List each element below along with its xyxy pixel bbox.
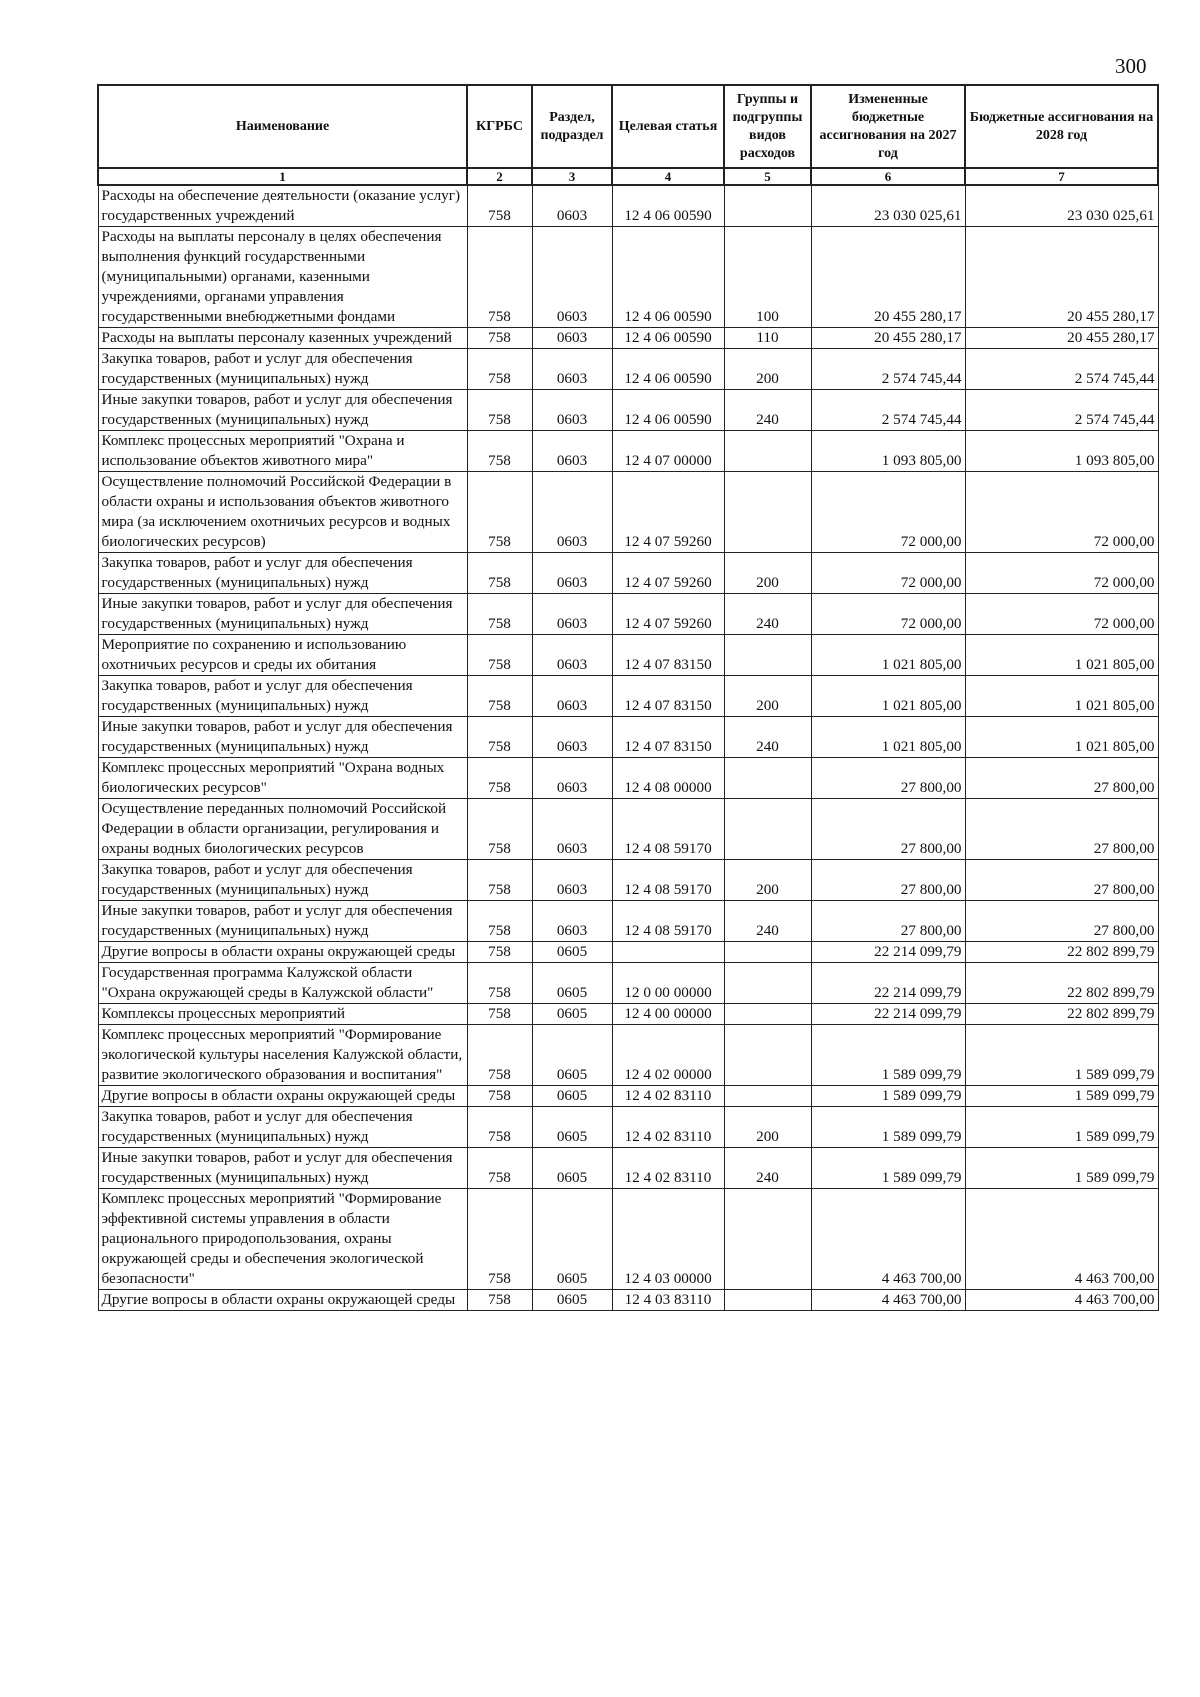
row-expense-group-cell: 200 [724,1107,811,1148]
row-sum-2028-cell: 22 802 899,79 [965,1004,1158,1025]
row-target-article-cell: 12 4 07 59260 [612,594,724,635]
row-section-cell: 0603 [532,676,612,717]
row-section-cell: 0605 [532,1107,612,1148]
table-row [98,1025,1158,1086]
row-sum-2027-cell: 27 800,00 [811,860,965,901]
row-sum-2027-cell: 22 214 099,79 [811,963,965,1004]
table-row [98,1107,1158,1148]
row-sum-2027-cell: 4 463 700,00 [811,1290,965,1311]
row-expense-group-cell [724,472,811,553]
row-section-cell: 0603 [532,553,612,594]
row-target-article-cell: 12 4 08 00000 [612,758,724,799]
row-target-article-cell: 12 4 06 00590 [612,390,724,431]
row-sum-2027-cell: 1 021 805,00 [811,635,965,676]
row-name-cell: Закупка товаров, работ и услуг для обеспечения государственных (муниципальных) нужд [98,349,467,390]
row-kgrbs-cell: 758 [467,717,532,758]
row-section-cell: 0603 [532,328,612,349]
table-row [98,553,1158,594]
row-sum-2028-cell: 27 800,00 [965,901,1158,942]
row-sum-2028-cell: 2 574 745,44 [965,349,1158,390]
row-expense-group-cell: 240 [724,901,811,942]
row-sum-2027-cell: 23 030 025,61 [811,185,965,227]
row-kgrbs-cell: 758 [467,1148,532,1189]
row-expense-group-cell [724,1025,811,1086]
row-section-cell: 0603 [532,431,612,472]
row-kgrbs-cell: 758 [467,328,532,349]
row-sum-2028-cell: 27 800,00 [965,799,1158,860]
column-number: 4 [612,168,724,185]
row-sum-2028-cell: 4 463 700,00 [965,1189,1158,1290]
row-target-article-cell: 12 4 06 00590 [612,227,724,328]
row-target-article-cell: 12 4 06 00590 [612,349,724,390]
column-number: 7 [965,168,1158,185]
header-name: Наименование [98,85,467,168]
row-section-cell: 0605 [532,1189,612,1290]
header-kgrbs: КГРБС [467,85,532,168]
row-section-cell: 0603 [532,635,612,676]
row-sum-2028-cell: 22 802 899,79 [965,942,1158,963]
row-name-cell: Закупка товаров, работ и услуг для обеспечения государственных (муниципальных) нужд [98,860,467,901]
row-expense-group-cell [724,185,811,227]
row-section-cell: 0605 [532,1148,612,1189]
row-kgrbs-cell: 758 [467,1107,532,1148]
column-number: 2 [467,168,532,185]
table-row [98,1086,1158,1107]
row-section-cell: 0605 [532,1004,612,1025]
row-name-cell: Иные закупки товаров, работ и услуг для обеспечения государственных (муниципальных) нужд [98,1148,467,1189]
row-sum-2027-cell: 1 589 099,79 [811,1025,965,1086]
row-kgrbs-cell: 758 [467,594,532,635]
row-sum-2028-cell: 2 574 745,44 [965,390,1158,431]
row-kgrbs-cell: 758 [467,1189,532,1290]
row-section-cell: 0603 [532,758,612,799]
table-row [98,390,1158,431]
table-row [98,799,1158,860]
row-sum-2027-cell: 1 589 099,79 [811,1148,965,1189]
row-sum-2027-cell: 1 021 805,00 [811,676,965,717]
row-section-cell: 0603 [532,227,612,328]
row-sum-2028-cell: 72 000,00 [965,472,1158,553]
table-row [98,227,1158,328]
table-row [98,758,1158,799]
row-sum-2028-cell: 4 463 700,00 [965,1290,1158,1311]
table-row [98,635,1158,676]
table-row [98,1148,1158,1189]
row-expense-group-cell: 240 [724,390,811,431]
table-row [98,963,1158,1004]
row-name-cell: Комплексы процессных мероприятий [98,1004,467,1025]
row-expense-group-cell: 240 [724,717,811,758]
table-row [98,676,1158,717]
row-sum-2027-cell: 22 214 099,79 [811,1004,965,1025]
table-row [98,328,1158,349]
table-row [98,349,1158,390]
table-row [98,860,1158,901]
row-name-cell: Другие вопросы в области охраны окружающей среды [98,1290,467,1311]
row-sum-2027-cell: 27 800,00 [811,901,965,942]
budget-table [97,84,1159,1311]
row-expense-group-cell: 200 [724,676,811,717]
row-expense-group-cell [724,758,811,799]
column-number: 3 [532,168,612,185]
row-section-cell: 0603 [532,901,612,942]
row-kgrbs-cell: 758 [467,1025,532,1086]
row-sum-2028-cell: 20 455 280,17 [965,328,1158,349]
row-sum-2027-cell: 22 214 099,79 [811,942,965,963]
row-kgrbs-cell: 758 [467,758,532,799]
row-target-article-cell: 12 4 02 00000 [612,1025,724,1086]
header-section: Раздел, подраздел [532,85,612,168]
row-sum-2027-cell: 72 000,00 [811,472,965,553]
row-section-cell: 0603 [532,594,612,635]
row-sum-2027-cell: 27 800,00 [811,758,965,799]
row-sum-2028-cell: 22 802 899,79 [965,963,1158,1004]
row-expense-group-cell: 110 [724,328,811,349]
column-number: 1 [98,168,467,185]
row-expense-group-cell [724,1004,811,1025]
row-section-cell: 0603 [532,349,612,390]
row-target-article-cell: 12 4 03 00000 [612,1189,724,1290]
row-target-article-cell: 12 4 02 83110 [612,1086,724,1107]
row-kgrbs-cell: 758 [467,963,532,1004]
table-row [98,717,1158,758]
row-kgrbs-cell: 758 [467,1004,532,1025]
row-target-article-cell: 12 4 03 83110 [612,1290,724,1311]
table-row [98,901,1158,942]
row-sum-2028-cell: 20 455 280,17 [965,227,1158,328]
row-name-cell: Иные закупки товаров, работ и услуг для обеспечения государственных (муниципальных) нужд [98,901,467,942]
row-sum-2027-cell: 72 000,00 [811,594,965,635]
row-sum-2028-cell: 1 021 805,00 [965,635,1158,676]
row-sum-2028-cell: 1 589 099,79 [965,1025,1158,1086]
row-section-cell: 0605 [532,1025,612,1086]
table-row [98,472,1158,553]
row-expense-group-cell [724,963,811,1004]
row-sum-2027-cell: 1 589 099,79 [811,1086,965,1107]
row-name-cell: Мероприятие по сохранению и использованию охотничьих ресурсов и среды их обитания [98,635,467,676]
row-expense-group-cell: 240 [724,1148,811,1189]
row-name-cell: Иные закупки товаров, работ и услуг для обеспечения государственных (муниципальных) нужд [98,390,467,431]
row-name-cell: Закупка товаров, работ и услуг для обеспечения государственных (муниципальных) нужд [98,676,467,717]
row-sum-2027-cell: 20 455 280,17 [811,227,965,328]
row-sum-2028-cell: 1 589 099,79 [965,1148,1158,1189]
row-name-cell: Расходы на выплаты персоналу казенных учреждений [98,328,467,349]
header-sum-2028: Бюджетные ассигнования на 2028 год [965,85,1158,168]
row-sum-2027-cell: 72 000,00 [811,553,965,594]
row-expense-group-cell: 200 [724,860,811,901]
row-sum-2028-cell: 27 800,00 [965,758,1158,799]
row-sum-2027-cell: 1 093 805,00 [811,431,965,472]
row-target-article-cell: 12 4 02 83110 [612,1148,724,1189]
row-kgrbs-cell: 758 [467,431,532,472]
row-kgrbs-cell: 758 [467,472,532,553]
row-target-article-cell: 12 0 00 00000 [612,963,724,1004]
row-sum-2027-cell: 20 455 280,17 [811,328,965,349]
row-kgrbs-cell: 758 [467,860,532,901]
row-kgrbs-cell: 758 [467,553,532,594]
row-expense-group-cell [724,799,811,860]
row-target-article-cell: 12 4 06 00590 [612,185,724,227]
row-name-cell: Иные закупки товаров, работ и услуг для обеспечения государственных (муниципальных) нужд [98,717,467,758]
row-name-cell: Другие вопросы в области охраны окружающей среды [98,942,467,963]
row-sum-2028-cell: 1 093 805,00 [965,431,1158,472]
row-name-cell: Комплекс процессных мероприятий "Формирование экологической культуры населения Калужской области, развитие экологического образования и воспитания" [98,1025,467,1086]
row-target-article-cell: 12 4 07 83150 [612,676,724,717]
row-name-cell: Комплекс процессных мероприятий "Охрана водных биологических ресурсов" [98,758,467,799]
row-sum-2027-cell: 4 463 700,00 [811,1189,965,1290]
row-name-cell: Закупка товаров, работ и услуг для обеспечения государственных (муниципальных) нужд [98,553,467,594]
table-row [98,594,1158,635]
row-kgrbs-cell: 758 [467,1086,532,1107]
row-target-article-cell: 12 4 07 83150 [612,717,724,758]
row-sum-2027-cell: 1 589 099,79 [811,1107,965,1148]
row-section-cell: 0603 [532,472,612,553]
row-sum-2027-cell: 1 021 805,00 [811,717,965,758]
row-sum-2028-cell: 27 800,00 [965,860,1158,901]
row-section-cell: 0605 [532,942,612,963]
row-sum-2028-cell: 1 589 099,79 [965,1107,1158,1148]
row-name-cell: Комплекс процессных мероприятий "Формирование эффективной системы управления в области рационального природопользования, охраны окружающей среды и обеспечения экологической безопасности" [98,1189,467,1290]
row-sum-2028-cell: 72 000,00 [965,553,1158,594]
row-target-article-cell: 12 4 07 00000 [612,431,724,472]
row-kgrbs-cell: 758 [467,185,532,227]
row-target-article-cell: 12 4 08 59170 [612,901,724,942]
row-kgrbs-cell: 758 [467,349,532,390]
row-sum-2027-cell: 27 800,00 [811,799,965,860]
header-expense-group: Группы и подгруппы видов расходов [724,85,811,168]
row-name-cell: Расходы на обеспечение деятельности (оказание услуг) государственных учреждений [98,185,467,227]
row-expense-group-cell: 240 [724,594,811,635]
row-expense-group-cell [724,635,811,676]
row-target-article-cell: 12 4 07 59260 [612,472,724,553]
page-number: 300 [1115,54,1147,78]
row-name-cell: Комплекс процессных мероприятий "Охрана и использование объектов животного мира" [98,431,467,472]
row-sum-2028-cell: 72 000,00 [965,594,1158,635]
column-number: 5 [724,168,811,185]
row-kgrbs-cell: 758 [467,799,532,860]
row-name-cell: Закупка товаров, работ и услуг для обеспечения государственных (муниципальных) нужд [98,1107,467,1148]
row-target-article-cell: 12 4 00 00000 [612,1004,724,1025]
row-section-cell: 0603 [532,860,612,901]
row-sum-2027-cell: 2 574 745,44 [811,390,965,431]
row-name-cell: Осуществление переданных полномочий Российской Федерации в области организации, регулирования и охраны водных биологических ресурсов [98,799,467,860]
row-section-cell: 0605 [532,1290,612,1311]
row-target-article-cell: 12 4 07 59260 [612,553,724,594]
row-expense-group-cell [724,431,811,472]
row-kgrbs-cell: 758 [467,227,532,328]
row-name-cell: Осуществление полномочий Российской Федерации в области охраны и использования объектов животного мира (за исключением охотничьих ресурсов и водных биологических ресурсов) [98,472,467,553]
row-section-cell: 0605 [532,1086,612,1107]
row-section-cell: 0603 [532,390,612,431]
column-number: 6 [811,168,965,185]
row-target-article-cell [612,942,724,963]
row-section-cell: 0603 [532,717,612,758]
row-kgrbs-cell: 758 [467,635,532,676]
row-section-cell: 0603 [532,185,612,227]
row-name-cell: Государственная программа Калужской области "Охрана окружающей среды в Калужской области" [98,963,467,1004]
table-row [98,431,1158,472]
row-kgrbs-cell: 758 [467,942,532,963]
row-kgrbs-cell: 758 [467,1290,532,1311]
row-expense-group-cell [724,1086,811,1107]
row-expense-group-cell [724,1290,811,1311]
row-name-cell: Другие вопросы в области охраны окружающей среды [98,1086,467,1107]
row-target-article-cell: 12 4 08 59170 [612,860,724,901]
row-name-cell: Расходы на выплаты персоналу в целях обеспечения выполнения функций государственными (муниципальными) органами, казенными учреждениями, органами управления государственными внебюджетными фондами [98,227,467,328]
row-target-article-cell: 12 4 08 59170 [612,799,724,860]
row-target-article-cell: 12 4 06 00590 [612,328,724,349]
table-row [98,1290,1158,1311]
row-expense-group-cell: 200 [724,349,811,390]
row-expense-group-cell: 100 [724,227,811,328]
row-name-cell: Иные закупки товаров, работ и услуг для обеспечения государственных (муниципальных) нужд [98,594,467,635]
column-numbers-row [98,168,1158,185]
row-sum-2028-cell: 1 021 805,00 [965,676,1158,717]
row-target-article-cell: 12 4 07 83150 [612,635,724,676]
row-expense-group-cell [724,1189,811,1290]
row-sum-2027-cell: 2 574 745,44 [811,349,965,390]
budget-table-body [98,185,1158,1311]
row-kgrbs-cell: 758 [467,676,532,717]
row-sum-2028-cell: 1 589 099,79 [965,1086,1158,1107]
row-kgrbs-cell: 758 [467,901,532,942]
row-kgrbs-cell: 758 [467,390,532,431]
row-section-cell: 0603 [532,799,612,860]
row-expense-group-cell [724,942,811,963]
row-sum-2028-cell: 1 021 805,00 [965,717,1158,758]
row-expense-group-cell: 200 [724,553,811,594]
row-section-cell: 0605 [532,963,612,1004]
table-row [98,185,1158,227]
header-target-article: Целевая статья [612,85,724,168]
table-row [98,1004,1158,1025]
header-sum-2027: Измененные бюджетные ассигнования на 2027 год [811,85,965,168]
table-row [98,1189,1158,1290]
row-sum-2028-cell: 23 030 025,61 [965,185,1158,227]
table-row [98,942,1158,963]
row-target-article-cell: 12 4 02 83110 [612,1107,724,1148]
